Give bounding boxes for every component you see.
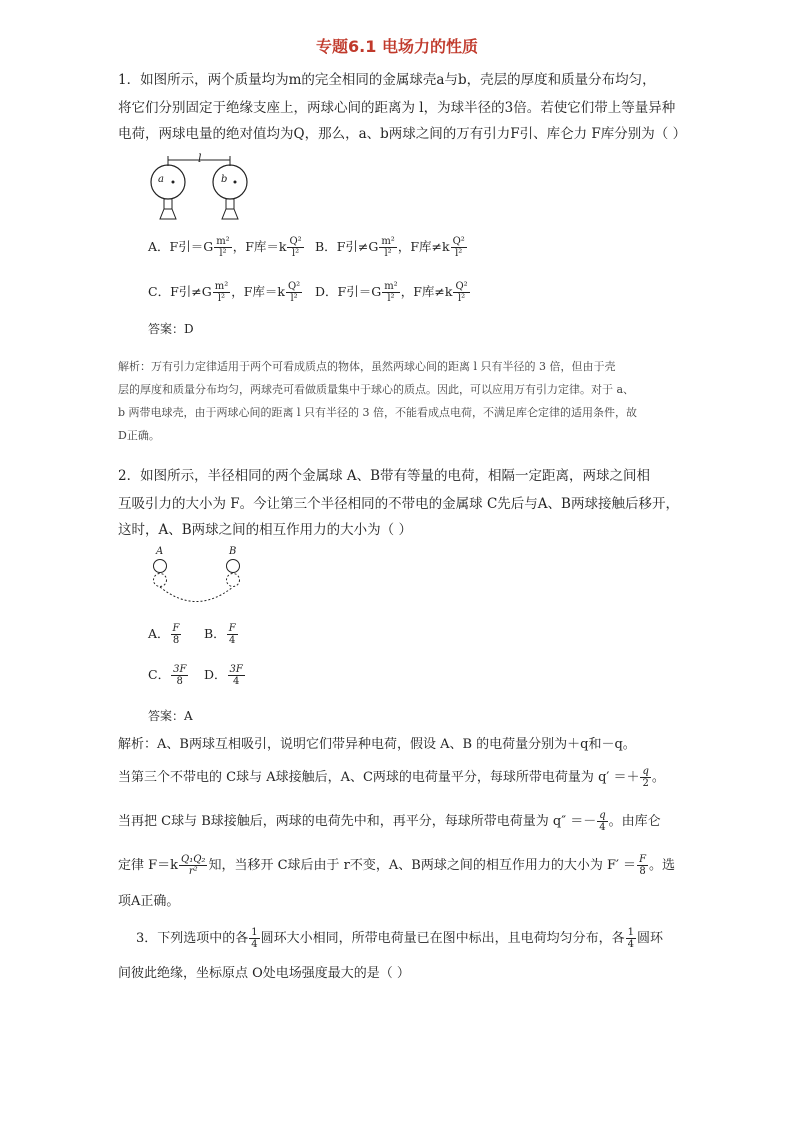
q1-option-d[interactable]: D．F引＝G $\frac{\text{m²}}{\text{l²}}$ ，F库≠k $\frac{\text{Q²}}{\text{l²}}$ — [315, 281, 468, 304]
q1-stem-line-1: 1．如图所示，两个质量均为m的完全相同的金属球壳a与b，壳层的厚度和质量分布均匀， — [118, 72, 656, 88]
q2-analysis-line-3: 当再把 C球与 B球接触后，两球的电荷先中和，再平分，每球所带电荷量为 q″ ＝－ $\frac{q}{4}$ 。由库仑 — [118, 810, 661, 833]
q2-analysis-line-4: 定律 F＝k $\frac{\text{Q₁Q₂}}{\text{r²}}$ 知，当移开 C球后由于 r不变，A、B两球之间的相互作用力的大小为 F′ ＝ $\frac{F}{8}$ 。选 — [118, 854, 676, 877]
q2-option-a[interactable]: A． $\frac{F}{8}$ — [148, 623, 180, 646]
q1-figure-label-b: b — [221, 174, 228, 185]
q2-answer: 答案：A — [148, 709, 193, 723]
q2-figure-spheres — [148, 558, 248, 608]
q1-stem-line-3: 电荷，两球电量的绝对值均为Q，那么，a、b两球之间的万有引力F引、库仑力 F库分别为（ ） — [118, 126, 687, 142]
q2-analysis-line-1: 解析：A、B两球互相吸引，说明它们带异种电荷，假设 A、B 的电荷量分别为＋q和－q。 — [118, 737, 636, 752]
q2-option-b[interactable]: B． $\frac{F}{4}$ — [204, 623, 236, 646]
q2-stem-line-3: 这时，A、B两球之间的相互作用力的大小为（ ） — [118, 522, 412, 538]
q1-analysis-line-3: b 两带电球壳，由于两球心间的距离 l 只有半径的 3 倍，不能看成点电荷，不满足库仑定律的适用条件，故 — [118, 406, 638, 419]
q1-option-c[interactable]: C．F引≠G $\frac{\text{m²}}{\text{l²}}$ ，F库＝k $\frac{\text{Q²}}{\text{l²}}$ — [148, 281, 301, 304]
q2-figure-label-b: B — [229, 546, 237, 557]
q1-figure-label-a: a — [158, 174, 164, 185]
q1-analysis-line-4: D正确。 — [118, 429, 160, 442]
q2-stem-line-2: 互吸引力的大小为 F。今让第三个半径相同的不带电的金属球 C先后与A、B两球接触后移开， — [118, 496, 679, 512]
q1-analysis-line-2: 层的厚度和质量分布均匀，两球壳可看做质量集中于球心的质点。因此，可以应用万有引力定律。对于 a、 — [118, 383, 635, 396]
q1-option-b[interactable]: B．F引≠G $\frac{\text{m²}}{\text{l²}}$ ，F库≠k $\frac{\text{Q²}}{\text{l²}}$ — [315, 236, 465, 259]
page-title: 专题6.1 电场力的性质 — [316, 37, 478, 56]
q2-option-c[interactable]: C． $\frac{3F}{8}$ — [148, 664, 187, 687]
q2-figure-label-a: A — [156, 546, 164, 557]
q1-analysis-line-1: 解析：万有引力定律适用于两个可看成质点的物体，虽然两球心间的距离 l 只有半径的 3 倍，但由于壳 — [118, 360, 616, 373]
q1-figure-label-l: l — [198, 152, 202, 165]
q2-stem-line-1: 2．如图所示，半径相同的两个金属球 A、B带有等量的电荷，相隔一定距离，两球之间相 — [118, 468, 651, 484]
q1-stem-line-2: 将它们分别固定于绝缘支座上，两球心间的距离为 l，为球半径的3倍。若使它们带上等量异种 — [118, 100, 676, 116]
q1-option-a[interactable]: A．F引＝G $\frac{\text{m²}}{\text{l²}}$ ，F库＝k $\frac{\text{Q²}}{\text{l²}}$ — [148, 236, 302, 259]
q1-answer: 答案：D — [148, 322, 194, 336]
q1-figure-spheres — [140, 148, 270, 228]
q3-stem-line-1: 3．下列选项中的各 $\frac{1}{4}$ 圆环大小相同，所带电荷量已在图中标出，且电荷均匀分布，各 $\frac{1}{4}$ 圆环 — [136, 927, 664, 950]
q2-option-d[interactable]: D． $\frac{3F}{4}$ — [204, 664, 243, 687]
q2-analysis-line-5: 项A正确。 — [118, 894, 180, 909]
q3-stem-line-2: 间彼此绝缘，坐标原点 O处电场强度最大的是（ ） — [118, 966, 410, 981]
q2-analysis-line-2: 当第三个不带电的 C球与 A球接触后，A、C两球的电荷量平分，每球所带电荷量为 q′ ＝＋ $\frac{q}{2}$ 。 — [118, 766, 665, 789]
